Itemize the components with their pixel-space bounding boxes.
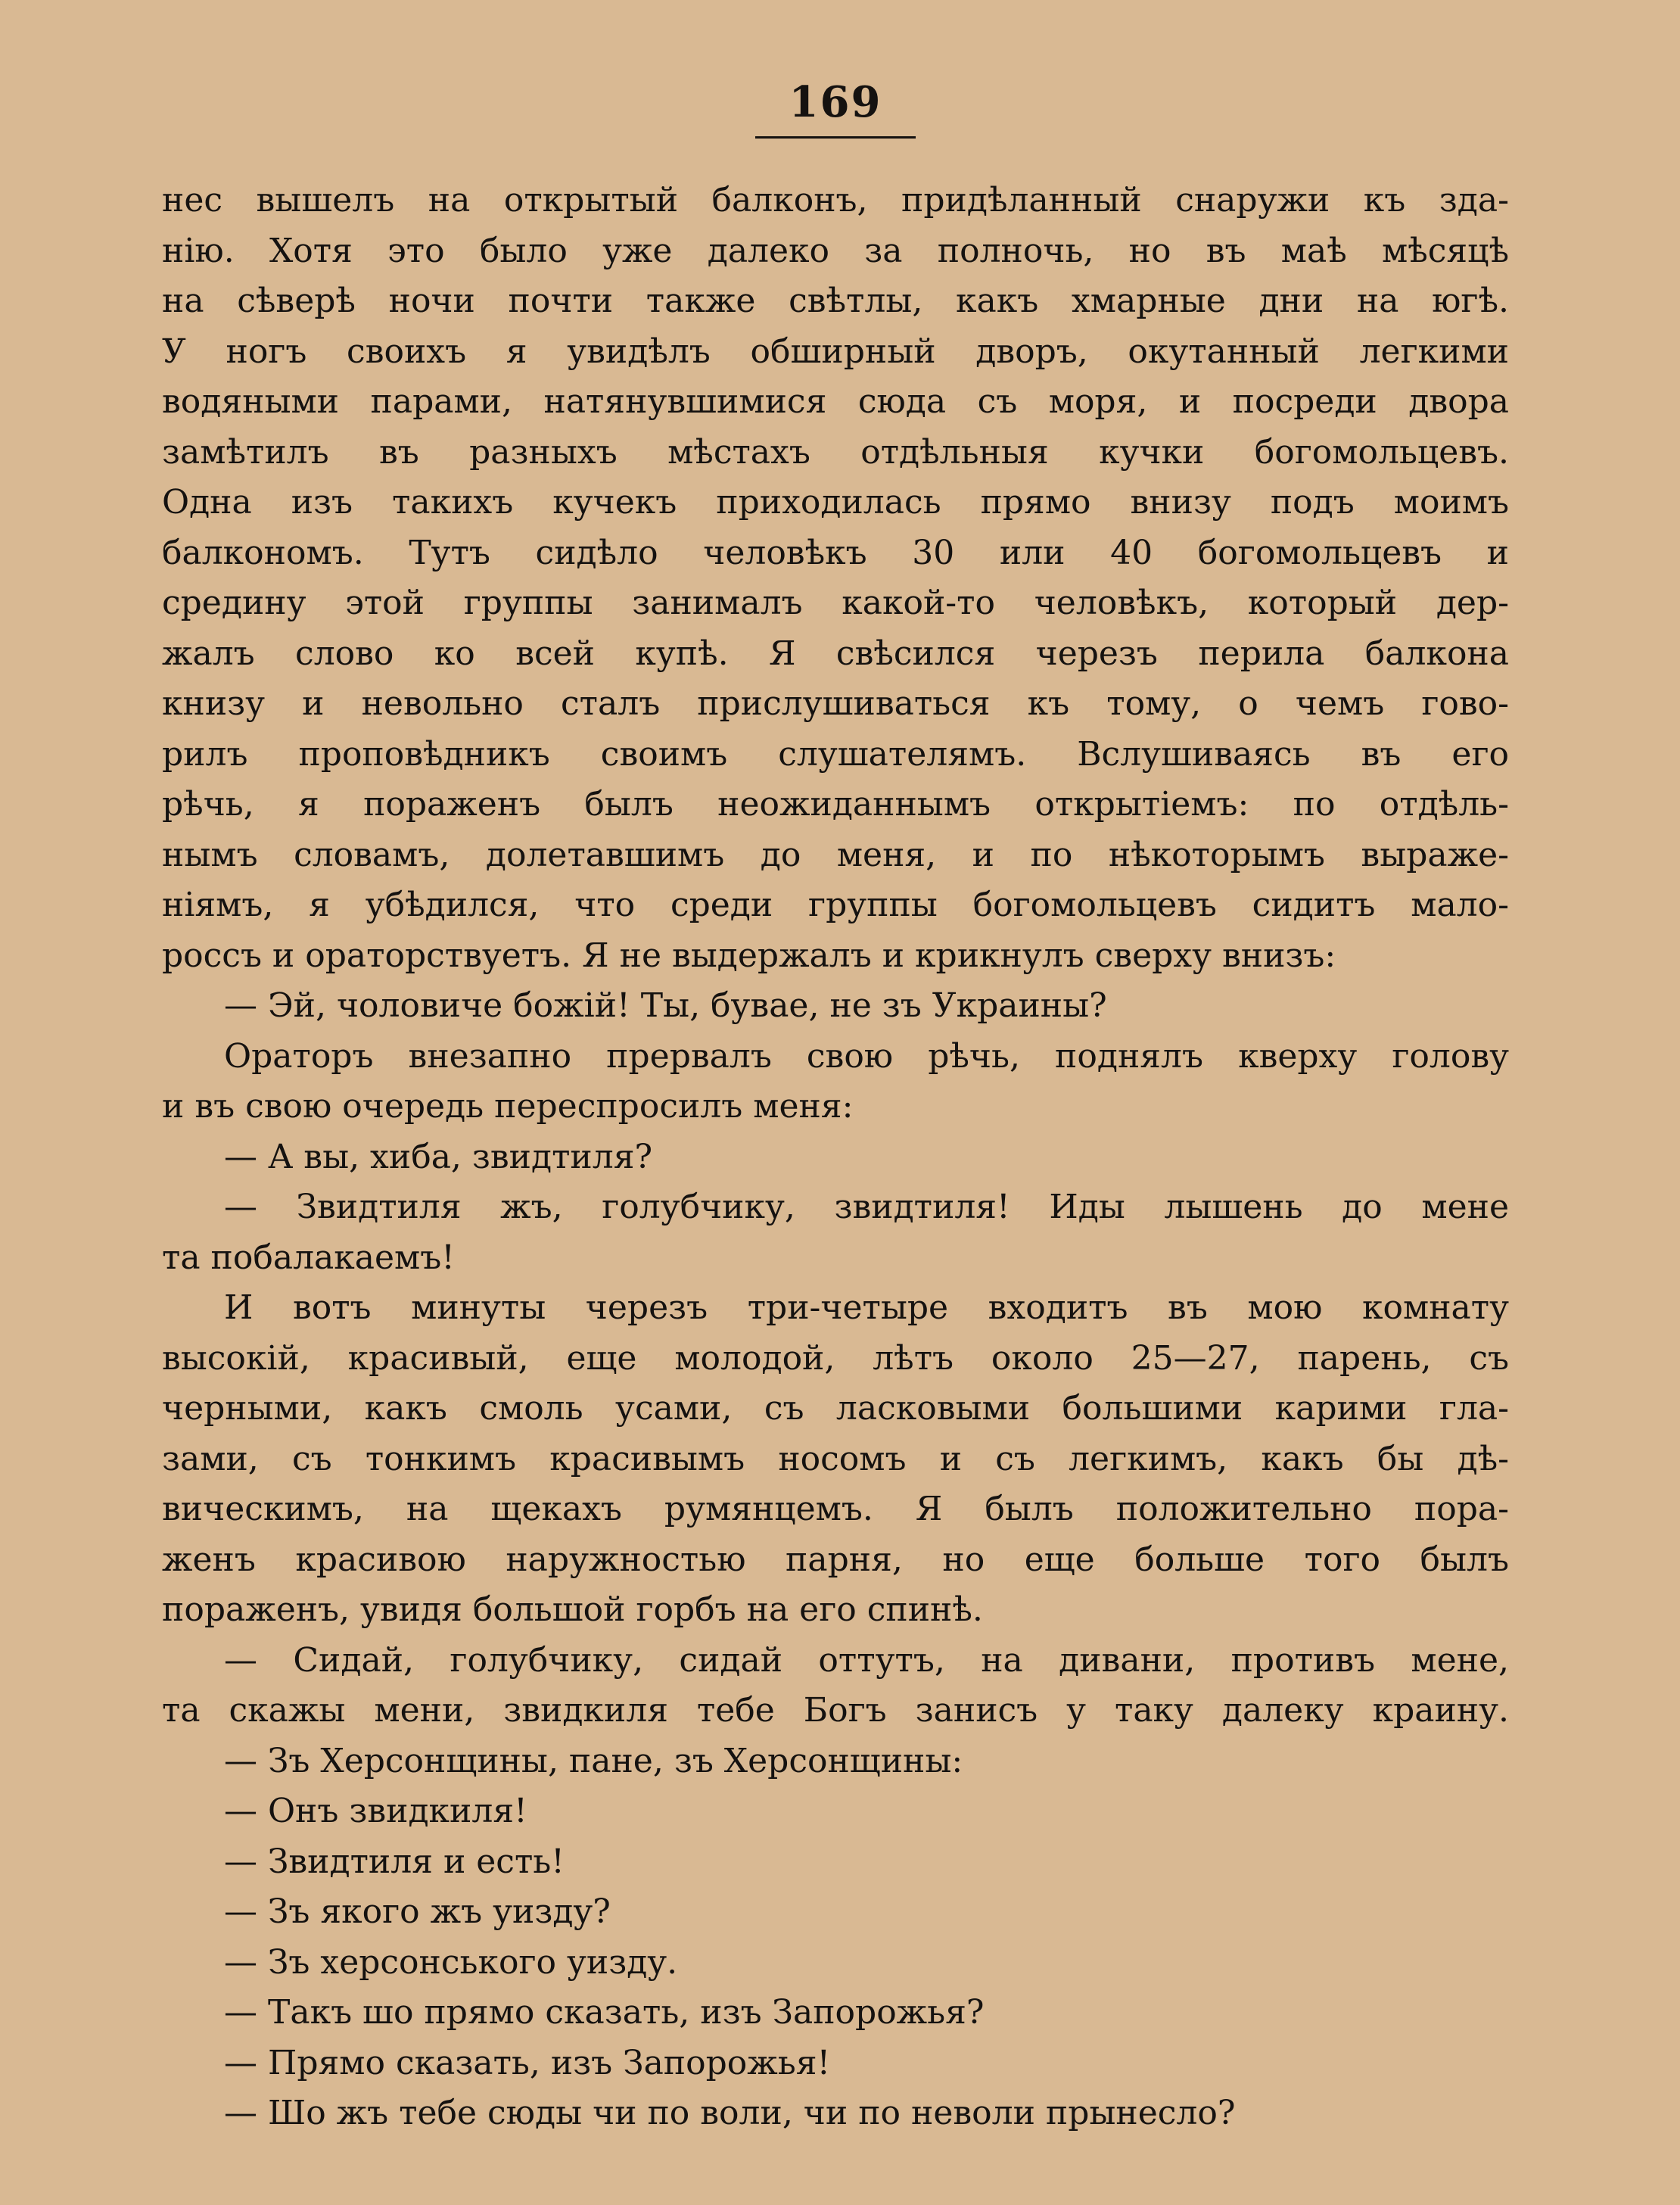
text-line: на сѣверѣ ночи почти также свѣтлы, какъ хмарные дни на югѣ. <box>162 282 1509 320</box>
text-line: замѣтилъ въ разныхъ мѣстахъ отдѣльныя кучки богомольцевъ. <box>162 432 1509 472</box>
text-line: балкономъ. Тутъ сидѣло человѣкъ 30 или 40 богомольцевъ и <box>162 533 1509 572</box>
paragraph-start-line: И вотъ минуты черезъ три-четыре входитъ въ мою комнату <box>224 1288 1509 1327</box>
text-line: Одна изъ такихъ кучекъ приходилась прямо внизу подъ моимъ <box>162 483 1509 522</box>
dialogue-line: — Звидтиля жъ, голубчику, звидтиля! Иды лышень до мене <box>224 1188 1509 1226</box>
text-line: ніямъ, я убѣдился, что среди группы богомольцевъ сидитъ мало- <box>162 886 1509 924</box>
dialogue-line: — Сидай, голубчику, сидай оттутъ, на дивани, противъ мене, <box>224 1640 1509 1680</box>
page-number: 169 <box>789 77 882 127</box>
text-line: пораженъ, увидя большой горбъ на его спинѣ. <box>162 1590 983 1629</box>
text-line: черными, какъ смоль усами, съ ласковыми большими карими гла- <box>162 1389 1509 1428</box>
text-line: и въ свою очередь переспросилъ меня: <box>162 1087 854 1126</box>
dialogue-line: — Прямо сказать, изъ Запорожья! <box>224 2043 831 2082</box>
text-line: водяными парами, натянувшимися сюда съ моря, и посреди двора <box>162 382 1509 421</box>
dialogue-line: — А вы, хиба, звидтиля? <box>224 1137 653 1176</box>
dialogue-line: — Зъ херсонського уизду. <box>224 1942 678 1982</box>
text-line: нымъ словамъ, долетавшимъ до меня, и по нѣкоторымъ выраже- <box>162 835 1509 874</box>
paragraph-start-line: Ораторъ внезапно прервалъ свою рѣчь, поднялъ кверху голову <box>224 1036 1509 1076</box>
text-line: рилъ проповѣдникъ своимъ слушателямъ. Вслушиваясь въ его <box>162 734 1509 774</box>
text-line: жалъ слово ко всей купѣ. Я свѣсился черезъ перила балкона <box>162 634 1509 673</box>
dialogue-line: — Шо жъ тебе сюды чи по воли, чи по неволи прынесло? <box>224 2094 1236 2132</box>
text-line: высокій, красивый, еще молодой, лѣтъ около 25—27, парень, съ <box>162 1338 1509 1378</box>
dialogue-line: — Эй, чоловиче божій! Ты, бувае, не зъ Украины? <box>224 986 1107 1025</box>
text-line: нію. Хотя это было уже далеко за полночь, но въ маѣ мѣсяцѣ <box>162 231 1509 270</box>
text-line: У ногъ своихъ я увидѣлъ обширный дворъ, окутанный легкими <box>162 332 1509 371</box>
text-line: россъ и ораторствуетъ. Я не выдержалъ и крикнулъ сверху внизъ: <box>162 936 1336 975</box>
dialogue-line: — Зъ Херсонщины, пане, зъ Херсонщины: <box>224 1741 963 1780</box>
text-line: зами, съ тонкимъ красивымъ носомъ и съ легкимъ, какъ бы дѣ- <box>162 1439 1509 1478</box>
dialogue-line: — Звидтиля и есть! <box>224 1842 565 1881</box>
page-number-rule <box>755 136 916 139</box>
text-line: книзу и невольно сталъ прислушиваться къ тому, о чемъ гово- <box>162 684 1509 723</box>
text-line: та побалакаемъ! <box>162 1238 455 1277</box>
text-line: нес вышелъ на открытый балконъ, придѣланный снаружи къ зда- <box>162 181 1509 220</box>
body-text <box>162 176 1509 2139</box>
dialogue-line: — Такъ шо прямо сказать, изъ Запорожья? <box>224 1993 985 2032</box>
text-line: та скажы мени, звидкиля тебе Богъ занисъ у таку далеку краину. <box>162 1691 1509 1730</box>
text-line: рѣчь, я пораженъ былъ неожиданнымъ открытіемъ: по отдѣль- <box>162 785 1509 824</box>
text-line: средину этой группы занималъ какой-то человѣкъ, который дер- <box>162 584 1509 622</box>
text-line: женъ красивою наружностью парня, но еще больше того былъ <box>162 1540 1509 1579</box>
text-line: вическимъ, на щекахъ румянцемъ. Я былъ положительно пора- <box>162 1490 1509 1528</box>
dialogue-line: — Зъ якого жъ уизду? <box>224 1892 611 1931</box>
dialogue-line: — Онъ звидкиля! <box>224 1792 527 1830</box>
